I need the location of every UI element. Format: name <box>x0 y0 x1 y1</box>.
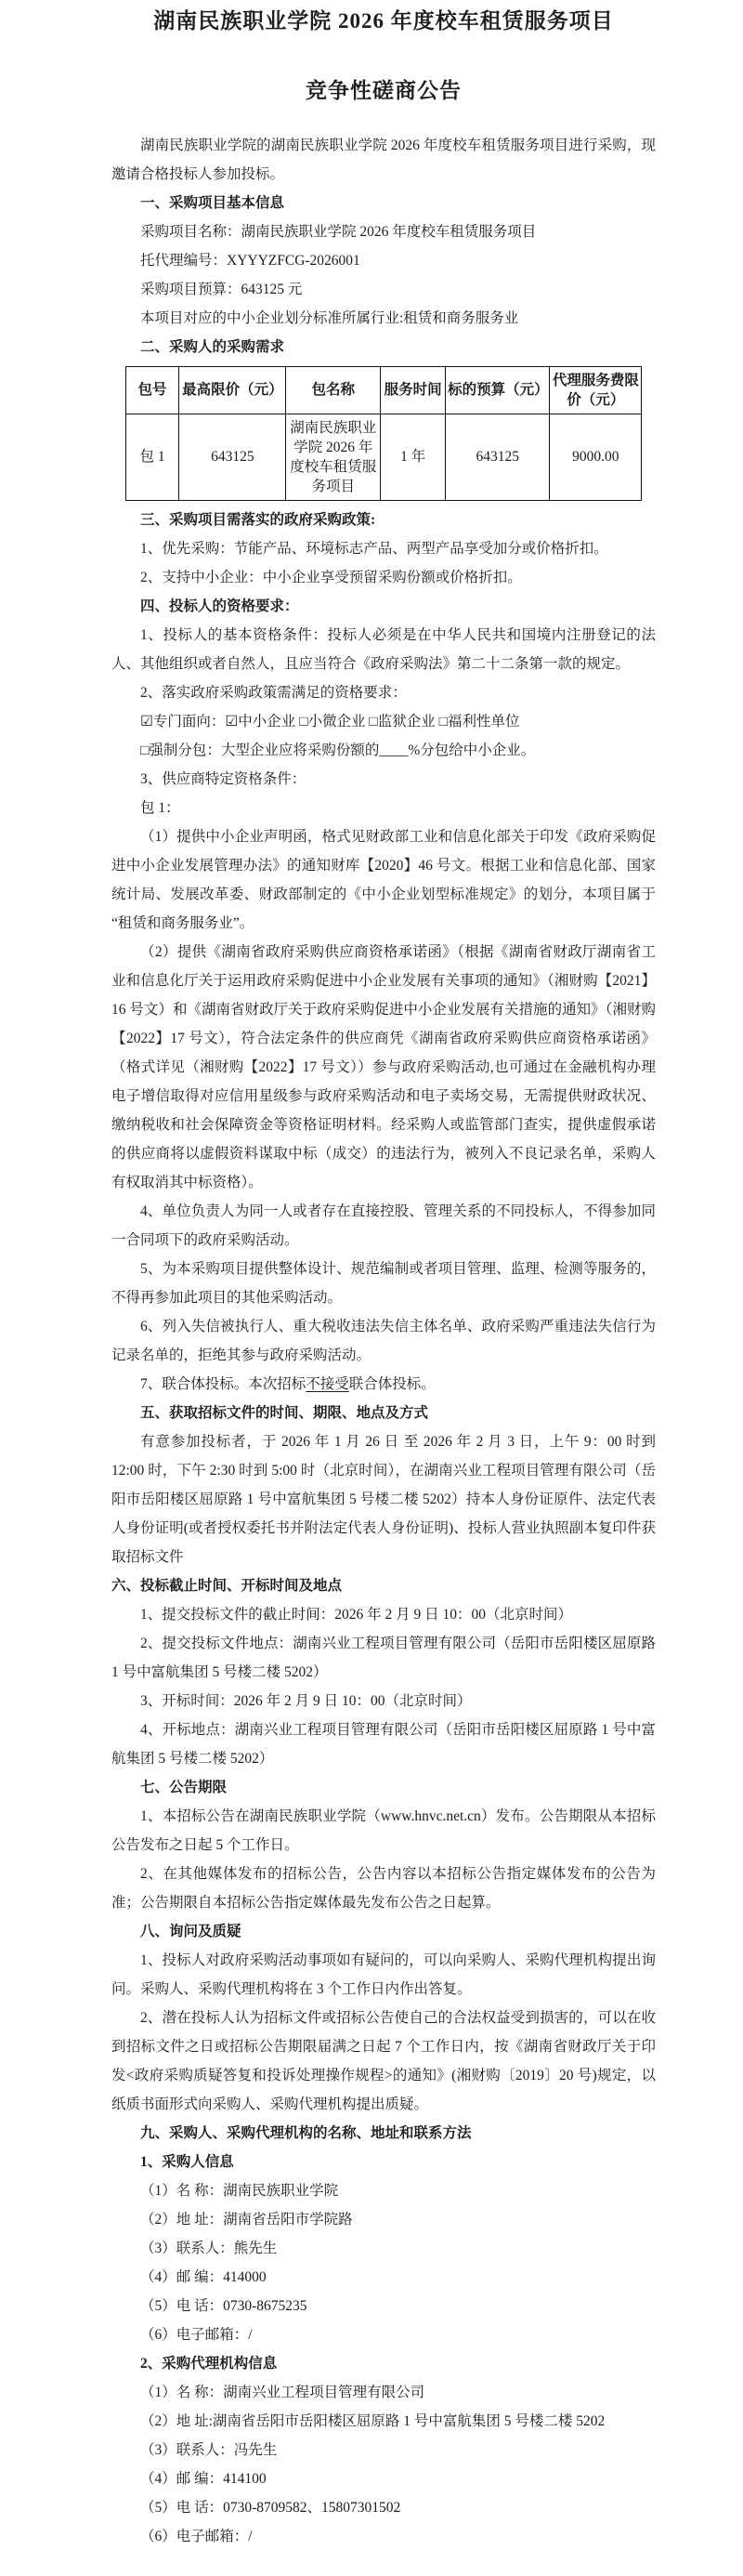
intro-paragraph: 湖南民族职业学院的湖南民族职业学院 2026 年度校车租赁服务项目进行采购，现邀请合格投标人参加投标。 <box>111 137 656 182</box>
header-agency-fee: 代理服务费限价（元） <box>550 366 642 414</box>
agency-contact: （3）联系人：冯先生 <box>140 2441 278 2458</box>
announcement-period-line: 2、在其他媒体发布的招标公告，公告内容以本招标公告指定媒体发布的公告为准；公告期限自本招标公告指定媒体最先发布公告之日起算。 <box>111 1865 656 1911</box>
section2-heading: 二、采购人的采购需求 <box>140 338 285 355</box>
section7-heading: 七、公告期限 <box>140 1779 228 1795</box>
section5-heading: 五、获取招标文件的时间、期限、地点及方式 <box>140 1404 429 1421</box>
purchaser-name: （1）名 称：湖南民族职业学院 <box>140 2182 339 2199</box>
section9-heading: 九、采购人、采购代理机构的名称、地址和联系方法 <box>140 2124 472 2141</box>
industry-line: 本项目对应的中小企业划分标准所属行业:租赁和商务服务业 <box>140 309 519 326</box>
demand-table-header <box>125 366 642 414</box>
cell-service-time: 1 年 <box>381 414 446 500</box>
table-row <box>125 414 642 500</box>
policy-priority-line: 1、优先采购：节能产品、环境标志产品、两型产品享受加分或价格折扣。 <box>140 540 608 557</box>
header-package-name: 包名称 <box>286 366 381 414</box>
qualification-item4: 4、单位负责人为同一人或者存在直接控股、管理关系的不同投标人，不得参加同一合同项下的政府采购活动。 <box>111 1203 656 1248</box>
agency-phone: （5）电 话：0730-8709582、15807301502 <box>140 2499 401 2516</box>
cell-agency-fee: 9000.00 <box>550 414 642 500</box>
section6-heading: 六、投标截止时间、开标时间及地点 <box>111 1577 343 1594</box>
agency-address: （2）地 址:湖南省岳阳市岳阳楼区屈原路 1 号中富航集团 5 号楼二楼 5202 <box>140 2412 606 2429</box>
qualification-item2: （2）提供《湖南省政府采购供应商资格承诺函》（根据《湖南省财政厅湖南省工业和信息化厅关于运用政府采购促进中小企业发展有关事项的通知》（湘财购【2021】16 号文）和《湖南省财政厅关于政府采购促进中小企业发展有关措施的通知》（湘财购【2022】17 号文），符合法定条件的供应商凭《湖南省政府采购供应商资格承诺函》（格式详见（湘财购【2022】17 号文））参与政府采购活动,也可通过在金融机构办理电子增信取得对应信用星级参与政府采购活动和电子卖场交易，无需提供财政状况、缴纳税收和社会保障资金等资格证明材料。经采购人或监管部门查实，提供虚假承诺的供应商将以虚假资料谋取中标（成交）的违法行为，被列入不良记录名单，采购人有权取消其中标资格）。 <box>111 943 656 1190</box>
joint-bid-suffix: 联合体投标。 <box>348 1375 436 1392</box>
procurement-demand-table <box>125 366 643 501</box>
checkbox-line-dedicated: ☑专门面向：☑中小企业 □小微企业 □监狱企业 □福利性单位 <box>140 713 520 729</box>
purchaser-postcode: （4）邮 编：414000 <box>140 2268 267 2285</box>
purchaser-address: （2）地 址：湖南省岳阳市学院路 <box>140 2211 353 2228</box>
agency-postcode: （4）邮 编：414100 <box>140 2470 267 2487</box>
cell-package-no: 包 1 <box>125 414 179 500</box>
bid-deadline-line: 1、提交投标文件的截止时间：2026 年 2 月 9 日 10：00（北京时间） <box>140 1606 573 1623</box>
project-name-line: 采购项目名称：湖南民族职业学院 2026 年度校车租赁服务项目 <box>140 223 537 240</box>
section3-heading: 三、采购项目需落实的政府采购政策: <box>140 511 376 528</box>
document-body <box>111 131 656 2551</box>
agency-name: （1）名 称：湖南兴业工程项目管理有限公司 <box>140 2384 425 2400</box>
qualification-item5: 5、为本采购项目提供整体设计、规范编制或者项目管理、监理、检测等服务的，不得再参加此项目的其他采购活动。 <box>111 1260 656 1306</box>
joint-bid-prefix: 7、联合体投标。本次招标 <box>140 1375 306 1392</box>
project-budget-line: 采购项目预算：643125 元 <box>140 281 303 297</box>
section1-heading: 一、采购项目基本信息 <box>140 194 285 211</box>
package1-label: 包 1： <box>140 799 180 816</box>
document-title-line2: 竞争性磋商公告 <box>306 79 462 103</box>
qualification-specific: 3、供应商特定资格条件： <box>140 770 306 787</box>
qualification-item1: （1）提供中小企业声明函，格式见财政部工业和信息化部关于印发《政府采购促进中小企业发展管理办法》的通知财库【2020】46 号文。根据工业和信息化部、国家统计局、发展改革委、财政部制定的《中小企业划型标准规定》的划分，本项目属于“租赁和商务服务业”。 <box>111 828 656 931</box>
bid-open-place-line: 4、开标地点：湖南兴业工程项目管理有限公司（岳阳市岳阳楼区屈原路 1 号中富航集团 5 号楼二楼 5202） <box>111 1721 656 1767</box>
header-service-time: 服务时间 <box>381 366 446 414</box>
table-header-row <box>125 366 642 414</box>
section4-heading: 四、投标人的资格要求： <box>140 598 299 614</box>
policy-sme-line: 2、支持中小企业：中小企业享受预留采购份额或价格折扣。 <box>140 569 522 585</box>
header-package-no: 包号 <box>125 366 179 414</box>
bid-submit-place-line: 2、提交投标文件地点：湖南兴业工程项目管理有限公司（岳阳市岳阳楼区屈原路 1 号中富航集团 5 号楼二楼 5202） <box>111 1635 656 1680</box>
agency-number-line: 托代理编号：XYYYZFCG-2026001 <box>140 252 360 269</box>
demand-table-body <box>125 414 642 500</box>
header-max-price: 最高限价（元） <box>179 366 286 414</box>
announcement-media-line: 1、本招标公告在湖南民族职业学院（www.hnvc.net.cn）发布。公告期限从本招标公告发布之日起 5 个工作日。 <box>111 1807 656 1853</box>
cell-max-price: 643125 <box>179 414 286 500</box>
cell-budget: 643125 <box>446 414 550 500</box>
cell-package-name: 湖南民族职业学院 2026 年度校车租赁服务项目 <box>286 414 381 500</box>
agency-info-heading: 2、采购代理机构信息 <box>140 2355 278 2372</box>
purchaser-info-heading: 1、采购人信息 <box>140 2153 234 2170</box>
bid-open-time-line: 3、开标时间：2026 年 2 月 9 日 10：00（北京时间） <box>140 1692 472 1709</box>
section8-heading: 八、询问及质疑 <box>140 1923 241 1939</box>
qualification-policy: 2、落实政府采购政策需满足的资格要求： <box>140 684 407 701</box>
joint-bid-underlined: 不接受 <box>306 1375 349 1392</box>
agency-email: （6）电子邮箱：/ <box>140 2528 253 2544</box>
purchaser-phone: （5）电 话：0730-8675235 <box>140 2297 307 2314</box>
purchaser-contact: （3）联系人：熊先生 <box>140 2240 278 2256</box>
qualification-item6: 6、列入失信被执行人、重大税收违法失信主体名单、政府采购严重违法失信行为记录名单的，拒绝其参与政府采购活动。 <box>111 1318 656 1363</box>
document-obtain-paragraph: 有意参加投标者，于 2026 年 1 月 26 日 至 2026 年 2 月 3 日，上午 9：00 时到 12:00 时，下午 2:30 时到 5:00 时（北京时间），在湖南兴业工程项目管理有限公司（岳阳市岳阳楼区屈原路 1 号中富航集团 5 号楼二楼 5202）持本人身份证原件、法定代表人身份证明(或者授权委托书并附法定代表人身份证明)、投标人营业执照副本复印件获取招标文件 <box>111 1433 656 1565</box>
inquiry-line: 1、投标人对政府采购活动事项如有疑问的，可以向采购人、采购代理机构提出询问。采购人、采购代理机构将在 3 个工作日内作出答复。 <box>111 1952 656 1997</box>
challenge-line: 2、潜在投标人认为招标文件或招标公告使自己的合法权益受到损害的，可以在收到招标文件之日或招标公告期限届满之日起 7 个工作日内，按《湖南省财政厅关于印发<政府采购质疑答复和投诉处理操作规程>的通知》(湘财购〔2019〕20 号)规定，以纸质书面形式向采购人、采购代理机构提出质疑。 <box>111 2009 656 2112</box>
checkbox-line-subcontract: □强制分包：大型企业应将采购份额的____%分包给中小企业。 <box>140 742 536 758</box>
header-budget: 标的预算（元） <box>446 366 550 414</box>
purchaser-email: （6）电子邮箱：/ <box>140 2326 253 2343</box>
qualification-basic: 1、投标人的基本资格条件：投标人必须是在中华人民共和国境内注册登记的法人、其他组织或者自然人，且应当符合《政府采购法》第二十二条第一款的规定。 <box>111 626 656 672</box>
joint-bid-clause <box>111 1370 656 1399</box>
document-title-line1: 湖南民族职业学院 2026 年度校车租赁服务项目 <box>153 9 614 33</box>
